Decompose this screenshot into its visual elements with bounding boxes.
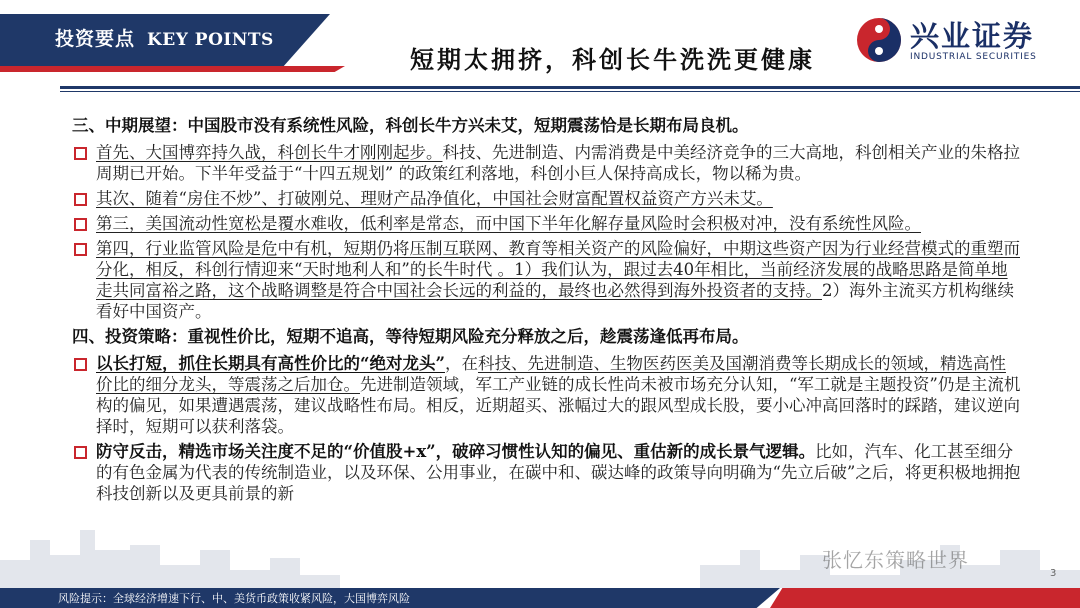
bullet-item [72,441,1022,504]
footer-red-bar [770,588,1080,608]
bullet-text: 比如，汽车、化工甚至细分的有色金属为代表的传统制造业，以及环保、公用事业，在碳中和、碳达峰的政策导向明确为“先立后破”之后，将更积极地拥抱科技创新以及更具前景的新 [96,442,1021,503]
risk-disclaimer: 风险提示：全球经济增速下行、中、美货币政策收紧风险，大国博弈风险 [58,592,410,605]
red-square-bullet-icon [74,147,87,160]
wechat-watermark: 张忆东策略世界 [822,548,969,572]
bullet-underlined-text: 首先、大国博弈持久战，科创长牛才刚刚起步。 [96,143,443,162]
banner-red-stripe [0,66,345,72]
bullet-item [72,142,1022,184]
header-rule-thin [60,91,1080,92]
page-number: 3 [1050,568,1057,579]
bullet-bold-text: 以长打短，抓住长期具有高性价比的“绝对龙头” [96,354,445,373]
section-4-heading: 四、投资策略：重视性价比，短期不追高，等待短期风险充分释放之后，趁震荡逢低再布局。 [72,327,749,346]
bullet-underlined-text: 第四，行业监管风险是危中有机，短期仍将压制互联网、教育等相关资产的风险偏好，中期这些资产因为行业经营模式的重塑而分化，相反，科创行情迎来“天时地利人和”的长牛时代 。1）我们认为，跟过去40年相比，当前经济发展的战略思路是简单地走共同富裕之路，这个战略调整是符合中国社会长远的利益的，最终也必然得到海外投资者的支持。 [96,239,1020,300]
red-square-bullet-icon [74,218,87,231]
bullet-item [72,353,1022,437]
slide-footer [0,588,1080,608]
bullet-item [72,238,1022,322]
logo-mark-icon [856,17,902,63]
logo-text-cn: 兴业证券 [910,19,1035,53]
bullet-bold-text: 防守反击，精选市场关注度不足的“价值股+x”，破碎习惯性认知的偏见、重估新的成长景气逻辑。 [96,442,816,461]
banner-en: KEY POINTS [147,30,274,50]
banner-title [55,24,274,51]
bullet-text: 科技、先进制造、内需消费是中美经济竞争的三大高地，科创相关产业的朱格拉周期已开始。下半年受益于“十四五规划” 的政策红利落地，科创小巨人保持高成长，物以稀为贵。 [96,143,1020,183]
bullet-text: 2）海外主流买方机构继续看好中国资产。 [96,281,1014,321]
red-square-bullet-icon [74,446,87,459]
bullet-underlined-text: 第三，美国流动性宽松是覆水难收，低利率是常态，而中国下半年化解存量风险时会积极对冲，没有系统性风险。 [96,214,921,233]
bullet-item [72,213,1022,234]
section-3-heading: 三、中期展望：中国股市没有系统性风险，科创长牛方兴未艾，短期震荡恰是长期布局良机。 [72,116,749,135]
red-square-bullet-icon [74,358,87,371]
bullet-text: 先进制造领域，军工产业链的成长性尚未被市场充分认知，“军工就是主题投资”仍是主流机构的偏见，如果遭遇震荡，建议战略性布局。相反，近期超买、涨幅过大的跟风型成长股，要小心冲高回落时的踩踏，建议逆向择时，短期可以获利落袋。 [96,375,1021,436]
red-square-bullet-icon [74,243,87,256]
banner-cn: 投资要点 [55,28,136,50]
bullet-underlined-text: 其次、随着“房住不炒”、打破刚兑、理财产品净值化，中国社会财富配置权益资产方兴未艾。 [96,189,773,208]
slide-body [72,115,1022,508]
bullet-underlined-text: 科技、先进制造、生物医药医美及国潮消费等长期成长的领域，精选高性价比的细分龙头，等震荡之后加仓。 [96,354,1006,394]
bullet-item [72,188,1022,209]
company-logo [856,14,1076,69]
logo-text-en: INDUSTRIAL SECURITIES [910,52,1037,62]
red-square-bullet-icon [74,193,87,206]
slide-header [0,0,1080,92]
bullet-text: ，在 [444,354,478,373]
header-rule [60,86,1080,89]
slide-subtitle: 短期太拥挤，科创长牛洗洗更健康 [410,45,815,74]
